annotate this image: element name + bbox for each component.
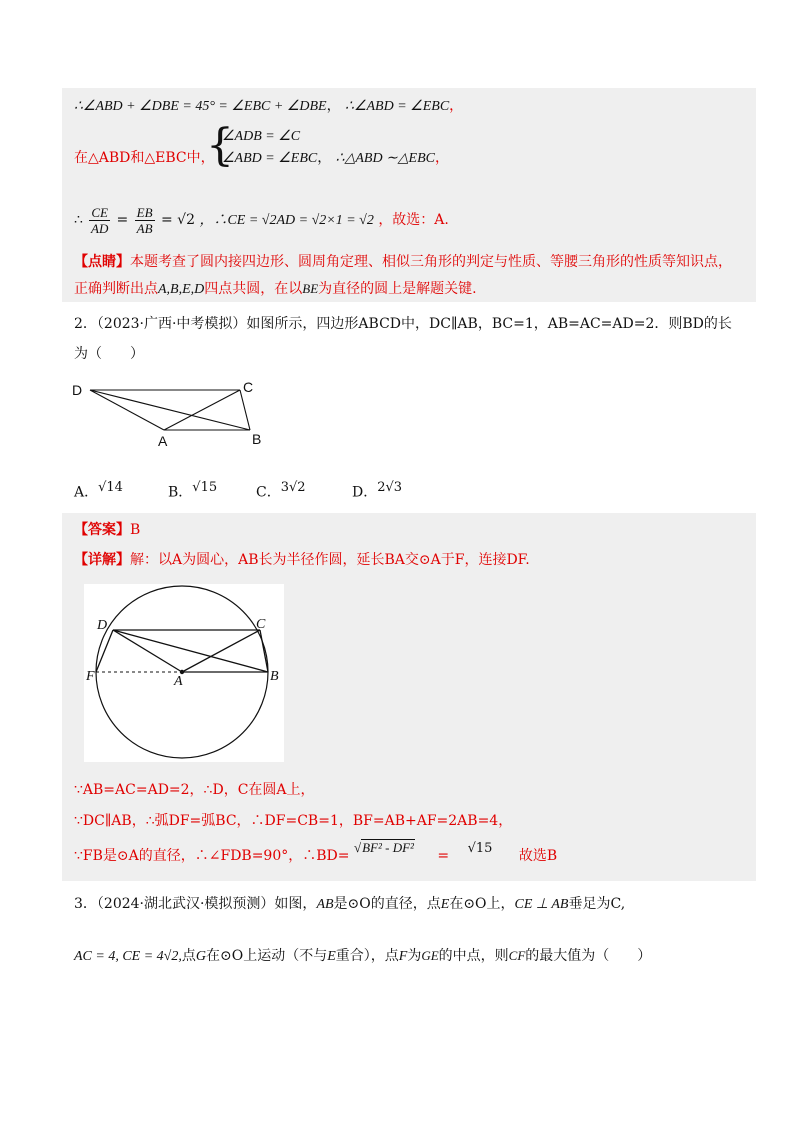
answer-pick: ，故选：A. (378, 212, 449, 228)
answer-value: B (130, 522, 141, 538)
equals-sign: = (437, 848, 450, 864)
label-c: C (243, 379, 254, 395)
segment-db (113, 630, 268, 672)
segment-ac (164, 390, 240, 430)
q2-answer (74, 520, 140, 540)
note-text: 正确判断出点 (74, 281, 158, 297)
label-f: F (86, 669, 95, 684)
note-line-2 (74, 279, 477, 300)
circle-o-symbol: ⊙O (347, 896, 371, 912)
note-text: 四点共圆，在以 (204, 281, 303, 297)
answer-pick: 故选B (518, 848, 558, 864)
separator: ， (449, 98, 464, 114)
label-b: B (270, 669, 279, 684)
separator: ， (317, 150, 332, 166)
similar-triangles: ∴△ABD ∼△EBC (335, 151, 435, 166)
detail-text: 解：以A为圆心，AB长为半径作圆，延长BA交⊙A于F，连接DF. (130, 552, 530, 568)
therefore-symbol: ∴ (74, 212, 83, 228)
segment-cb (240, 390, 250, 430)
answer-label: 【答案】 (74, 522, 130, 538)
equals-sign: = (116, 212, 129, 228)
q2-step-1: ∵AB=AC=AD=2，∴D，C在圆A上， (74, 782, 315, 798)
q3-stem-line-1: 3．（2024·湖北武汉·模拟预测）如图，AB是⊙O的直径，点E在⊙O上，CE ⊥ AB垂足为C, (74, 896, 626, 912)
separator: ， (326, 98, 341, 114)
in-triangles-text: 在△ABD和△EBC中， (74, 150, 215, 166)
angle-equation: ∴∠ABD + ∠DBE = 45° = ∠EBC + ∠DBE (74, 99, 327, 114)
q3-stem-line-2: AC = 4, CE = 4√2,点G在⊙O上运动（不与E重合），点F为GE的中点，则CF的最大值为（ ） (74, 948, 652, 964)
detail-label: 【详解】 (74, 552, 130, 568)
system-eq-2-line (222, 148, 449, 169)
fraction-ce-ad (89, 205, 110, 236)
fraction-numerator: EB (136, 204, 153, 220)
ratio-line (74, 203, 449, 237)
option-d[interactable]: D．$^{2√3}$ (352, 480, 403, 501)
system-eq-2: ∠ABD = ∠EBC (222, 151, 318, 166)
q2-circle-figure (84, 584, 284, 762)
segment-ac (182, 630, 260, 672)
note-points: A,B,E,D (158, 282, 205, 297)
segment-da (90, 390, 164, 430)
note-be: BE (302, 281, 319, 296)
label-d: D (72, 382, 83, 398)
fraction-numerator: CE (91, 204, 108, 220)
label-b: B (252, 431, 262, 447)
segment-da (113, 630, 182, 672)
note-line-1 (74, 252, 732, 272)
q2-stem-line-2: 为（ ） (74, 346, 144, 362)
option-a[interactable]: A．$^{√14}$ (74, 480, 123, 501)
option-b[interactable]: B．$^{√15}$ (168, 480, 218, 501)
note-label: 【点睛】 (74, 254, 130, 270)
ce-calculation: ，∴CE = √2AD = √2×1 = √2 (199, 213, 374, 228)
segment-db (90, 390, 250, 430)
fraction-eb-ab (135, 205, 155, 236)
label-d: D (97, 618, 108, 633)
note-text: 为直径的圆上是解题关键. (318, 281, 477, 297)
q2-quadrilateral-figure (72, 378, 272, 453)
label-a: A (174, 674, 183, 689)
ratio-value: = √2 (160, 212, 195, 228)
system-brace: { (206, 120, 234, 171)
separator: ， (435, 150, 449, 166)
label-c: C (256, 617, 266, 632)
fraction-denominator: AD (91, 220, 109, 236)
segment-cb (260, 630, 268, 672)
q2-step-2: ∵DC∥AB，∴弧DF=弧BC，∴DF=CB=1，BF=AB+AF=2AB=4， (74, 813, 513, 829)
perpendicular-condition: CE ⊥ AB (514, 897, 569, 912)
angle-conclusion: ∴∠ABD = ∠EBC (345, 99, 450, 114)
given-lengths: AC = 4, CE = 4√2, (74, 949, 182, 964)
bd-value: √15 (467, 841, 493, 856)
q2-step-3 (74, 840, 558, 867)
q2-stem-line-1: 2．（2023·广西·中考模拟）如图所示，四边形ABCD中，DC∥AB，BC=1，AB=AC=AD=2．则BD的长 (74, 316, 732, 332)
option-c[interactable]: C．$^{3√2}$ (256, 480, 306, 501)
q2-detail (74, 550, 530, 570)
label-a: A (158, 433, 168, 449)
bd-formula: √BF² - DF² (353, 840, 414, 855)
fraction-denominator: AB (136, 220, 153, 236)
solution-line-1 (74, 96, 463, 117)
note-text: 本题考查了圆内接四边形、圆周角定理、相似三角形的判定与性质、等腰三角形的性质等知识点， (130, 254, 732, 270)
step-text: ∵FB是⊙A的直径，∴∠FDB=90°，∴BD= (74, 848, 350, 864)
system-eq-1: ∠ADB = ∠C (222, 129, 301, 144)
